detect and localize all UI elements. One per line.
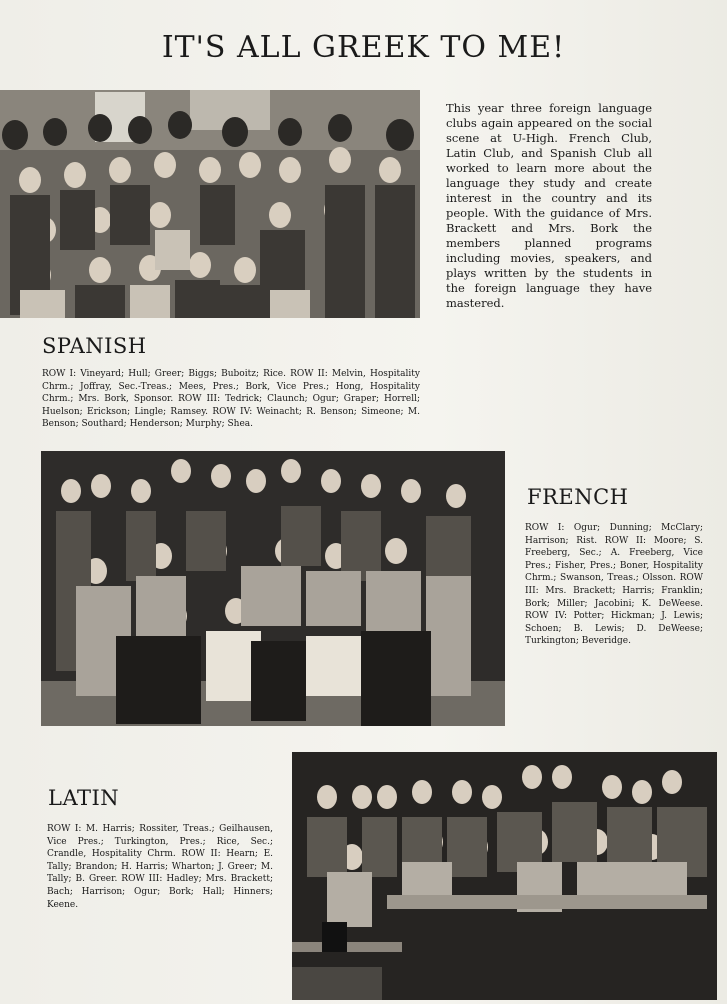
page-title: IT'S ALL GREEK TO ME!: [161, 30, 566, 65]
spanish-club-photo: [0, 90, 420, 318]
latin-heading: LATIN: [48, 786, 120, 810]
spanish-roster: ROW I: Vineyard; Hull; Greer; Biggs; Buboitz; Rice. ROW II: Melvin, Hospitality Chrm.; Joffray, Sec.-Treas.; Mees, Pres.; Bork, Vice Pres.; Hong, Hospitality Chrm.; Mrs. Bork, Sponsor. ROW III: Tedrick; Claunch; Ogur; Graper; Horrell; Huelson; Erickson; Lingle; Ramsey. ROW IV: Weinacht; R. Benson; Simeone; M. Benson; Southard; Henderson; Murphy; Shea.: [42, 369, 420, 430]
spanish-heading: SPANISH: [42, 334, 147, 358]
intro-paragraph: This year three foreign language clubs again appeared on the social scene at U-High. French Club, Latin Club, and Spanish Club all worked to learn more about the language they study and create interest in the country and its people. With the guidance of Mrs. Brackett and Mrs. Bork the members planned programs including movies, speakers, and plays written by the students in the foreign language they have mastered.: [446, 101, 652, 310]
latin-club-photo: [292, 752, 717, 1000]
french-roster: ROW I: Ogur; Dunning; McClary; Harrison; Rist. ROW II: Moore; S. Freeberg, Sec.; A. Freeberg, Vice Pres.; Fisher, Pres.; Boner, Hospitality Chrm.; Swanson, Treas.; Olsson. ROW III: Mrs. Brackett; Harris; Franklin; Bork; Miller; Jacobini; K. DeWeese. ROW IV: Potter; Hickman; J. Lewis; Schoen; B. Lewis; D. DeWeese; Turkington; Beveridge.: [525, 523, 703, 647]
french-heading: FRENCH: [527, 485, 629, 509]
latin-roster: ROW I: M. Harris; Rossiter, Treas.; Geilhausen, Vice Pres.; Turkington, Pres.; Rice, Sec.; Crandle, Hospitality Chrm. ROW II: Hearn; E. Tally; Brandon; H. Harris; Wharton; J. Greer; M. Tally; B. Greer. ROW III: Hadley; Mrs. Brackett; Bach; Harrison; Ogur; Bork; Hall; Hinners; Keene.: [47, 824, 273, 910]
french-club-photo: [41, 451, 505, 726]
